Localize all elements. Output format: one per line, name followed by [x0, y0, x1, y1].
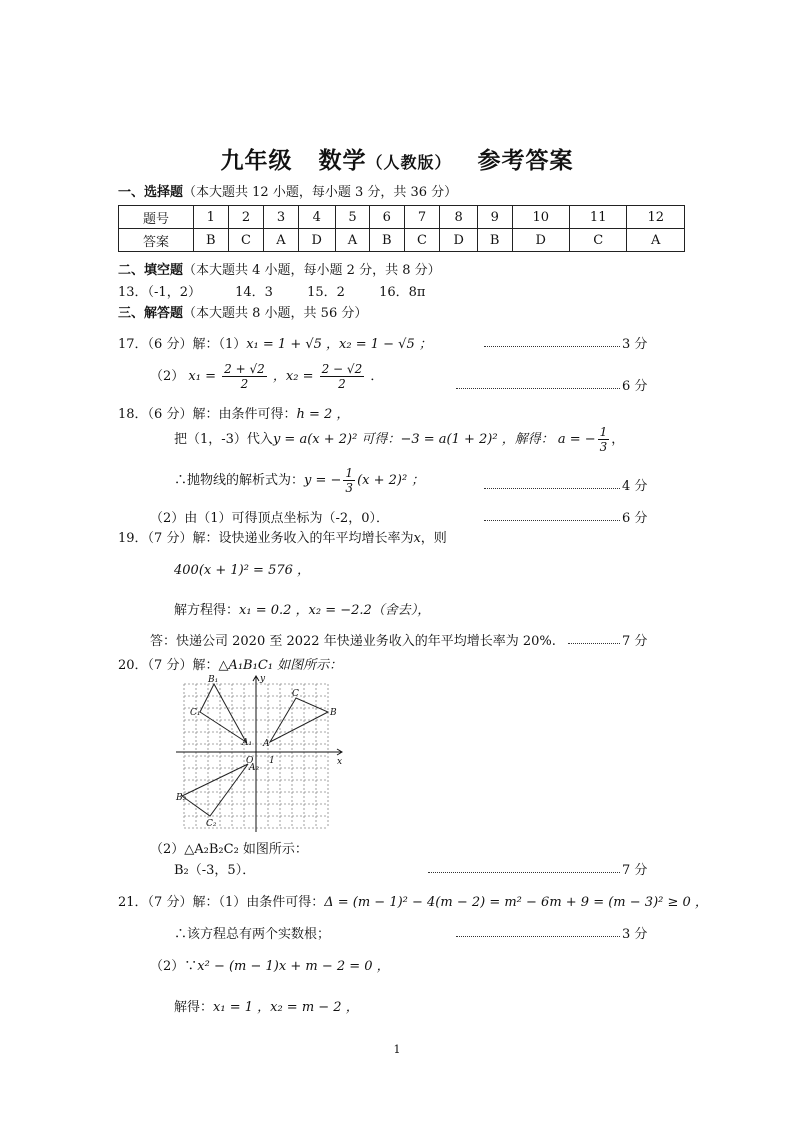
- q18-line2: 把（1，-3）代入y = a(x + 2)² 可得：−3 = a(1 + 2)² ，解得： a = − $\frac{1}{3}$ ，: [174, 425, 625, 454]
- table-cell: 9: [477, 206, 512, 229]
- svg-text:B₁: B₁: [208, 675, 219, 685]
- svg-text:C₂: C₂: [206, 819, 217, 829]
- table-cell: 7: [404, 206, 440, 229]
- page-title: 九年级 数学（人教版） 参考答案: [220, 147, 574, 174]
- table-row: [119, 229, 685, 252]
- fill-answer-15: 15．2: [307, 285, 345, 300]
- fill-answers: [118, 281, 425, 300]
- table-header-cell: 题号: [119, 206, 194, 229]
- table-cell: B: [477, 229, 512, 252]
- q21-line3: （2）∵x² − (m − 1)x + m − 2 = 0 ，: [150, 959, 390, 974]
- score-label: 3 分: [622, 927, 648, 942]
- q18-line3: ∴抛物线的解析式为：y = − $\frac{1}{3}$ (x + 2)² ；: [174, 466, 425, 495]
- q19-line1: 19．（7 分）解：设快递业务收入的年平均增长率为x，则: [118, 531, 447, 546]
- table-header-cell: 答案: [119, 229, 194, 252]
- answer-table: [118, 205, 685, 252]
- svg-text:A₁: A₁: [242, 738, 253, 748]
- score-leader: [456, 936, 620, 937]
- q21-line4: 解得：x₁ = 1 ，x₂ = m − 2 ，: [174, 1000, 359, 1015]
- svg-text:1: 1: [269, 756, 275, 766]
- score-leader: [484, 520, 620, 521]
- score-label: 7 分: [622, 863, 648, 878]
- page-number: 1: [393, 1043, 401, 1056]
- score-leader: [428, 872, 620, 873]
- table-cell: 1: [194, 206, 229, 229]
- q18-line1: 18．（6 分）解：由条件可得：h = 2 ，: [118, 407, 350, 422]
- score-leader: [484, 488, 620, 489]
- score-label: 7 分: [622, 634, 648, 649]
- fill-answer-13: 13．（-1，2）: [118, 285, 201, 300]
- q19-answer: 答：快递公司 2020 至 2022 年快递业务收入的年平均增长率为 20%.: [150, 634, 556, 649]
- table-cell: 6: [369, 206, 404, 229]
- table-cell: 12: [627, 206, 685, 229]
- table-cell: B: [194, 229, 229, 252]
- score-label: 3 分: [622, 337, 648, 352]
- svg-text:A: A: [263, 739, 270, 749]
- table-cell: D: [512, 229, 569, 252]
- coordinate-grid-figure: [172, 672, 348, 834]
- table-cell: D: [440, 229, 477, 252]
- table-cell: 10: [512, 206, 569, 229]
- section-heading-fill: 二、填空题（本大题共 4 小题，每小题 2 分，共 8 分）: [118, 263, 441, 278]
- score-label: 4 分: [622, 479, 648, 494]
- svg-text:A₂: A₂: [249, 763, 260, 773]
- q20-b2: B₂（-3，5）．: [174, 863, 256, 878]
- svg-text:B: B: [330, 708, 337, 718]
- fill-answer-16: 16．8π: [379, 285, 426, 300]
- svg-text:B₂: B₂: [176, 793, 187, 803]
- fill-answer-14: 14．3: [235, 285, 273, 300]
- q19-equation: 400(x + 1)² = 576 ，: [174, 563, 311, 578]
- q20-part2: （2）△A₂B₂C₂ 如图所示：: [150, 842, 308, 857]
- table-cell: 8: [440, 206, 477, 229]
- q19-solution: 解方程得：x₁ = 0.2 ，x₂ = −2.2（舍去），: [174, 603, 431, 618]
- section-heading-choice: 一、选择题（本大题共 12 小题，每小题 3 分，共 36 分）: [118, 185, 458, 200]
- table-cell: C: [569, 229, 626, 252]
- q18-line4: （2）由（1）可得顶点坐标为（-2，0）．: [150, 511, 389, 526]
- score-leader: [568, 643, 620, 644]
- score-label: 6 分: [622, 379, 648, 394]
- q21-line2: ∴该方程总有两个实数根；: [174, 927, 331, 942]
- table-cell: D: [298, 229, 335, 252]
- table-cell: A: [264, 229, 298, 252]
- svg-text:x: x: [337, 757, 343, 767]
- table-cell: 11: [569, 206, 626, 229]
- q21-line1: 21．（7 分）解：（1）由条件可得：Δ = (m − 1)² − 4(m − 2) = m² − 6m + 9 = (m − 3)² ≥ 0 ，: [118, 895, 708, 910]
- q20-line1: 20．（7 分）解：△A₁B₁C₁ 如图所示：: [118, 658, 343, 673]
- score-leader: [484, 346, 620, 347]
- table-cell: C: [404, 229, 440, 252]
- section-heading-solve: 三、解答题（本大题共 8 小题，共 56 分）: [118, 306, 368, 321]
- svg-text:y: y: [260, 674, 266, 684]
- svg-text:C: C: [292, 689, 299, 699]
- table-cell: 2: [228, 206, 264, 229]
- score-label: 6 分: [622, 511, 648, 526]
- score-leader: [456, 388, 620, 389]
- table-cell: B: [369, 229, 404, 252]
- table-cell: A: [627, 229, 685, 252]
- table-row: [119, 206, 685, 229]
- table-cell: 3: [264, 206, 298, 229]
- table-cell: 5: [335, 206, 369, 229]
- svg-text:C₁: C₁: [190, 708, 201, 718]
- svg-text:O: O: [246, 756, 254, 766]
- table-cell: C: [228, 229, 264, 252]
- q17-part2: （2） x₁ = $\frac{2 + √2}{2}$ ，x₂ = $\frac{2 - √2}{2}$ ．: [150, 362, 384, 391]
- table-cell: 4: [298, 206, 335, 229]
- table-cell: A: [335, 229, 369, 252]
- q17-part1: 17．（6 分）解：（1）x₁ = 1 + √5 ，x₂ = 1 − √5 ；: [118, 337, 432, 352]
